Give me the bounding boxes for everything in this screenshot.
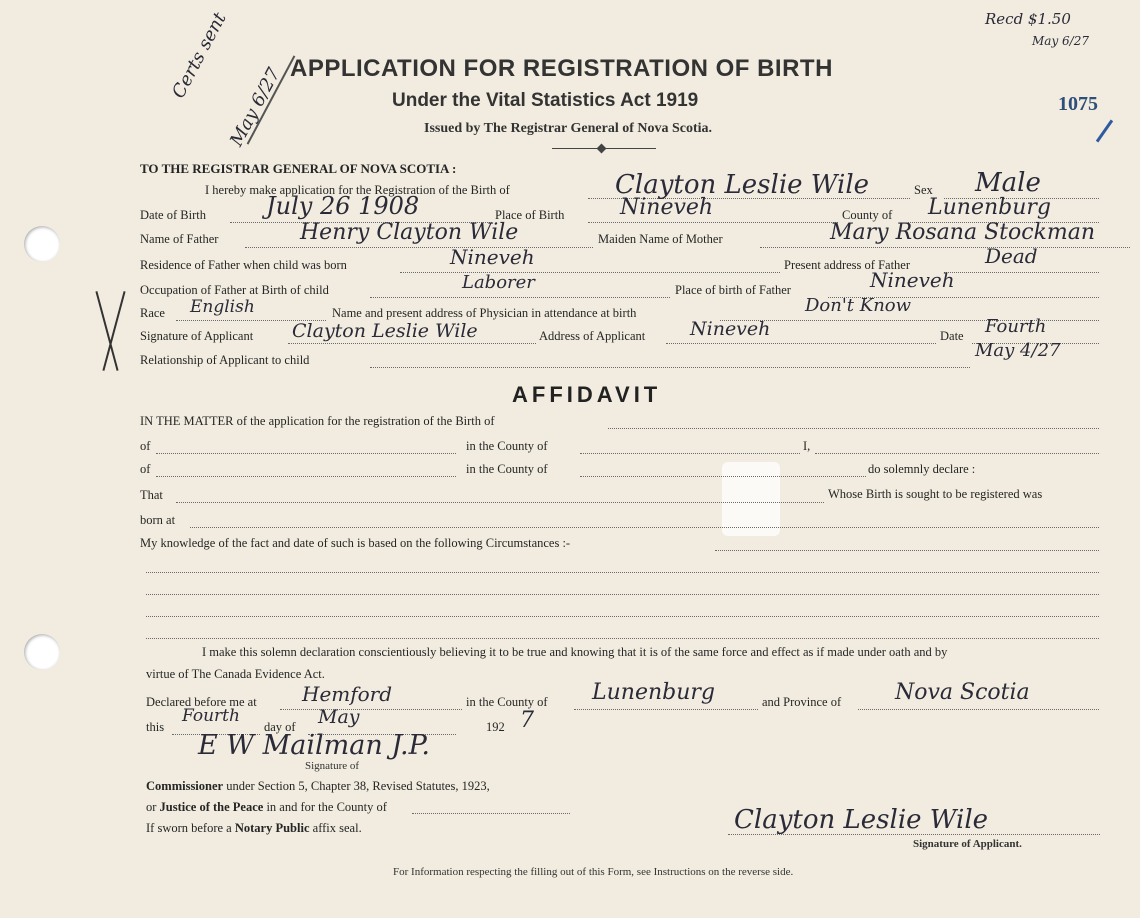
place-value: Nineveh: [620, 195, 714, 220]
year-prefix: 192: [486, 720, 505, 734]
race-value: English: [190, 297, 255, 317]
footer-note: For Information respecting the filling out of this Form, see Instructions on the reverse side.: [393, 866, 794, 878]
dotted-line: [412, 813, 570, 814]
certs-sent-date-note: May 6/27: [226, 64, 285, 150]
mother-label: Maiden Name of Mother: [598, 232, 723, 246]
notary-bold: Notary Public: [234, 821, 310, 835]
physician-label: Name and present address of Physician in attendance at birth: [332, 306, 637, 320]
present-address-label: Present address of Father: [784, 258, 911, 272]
residence-label: Residence of Father when child was born: [140, 258, 347, 272]
dotted-line: [858, 709, 1099, 710]
father-birthplace-value: Nineveh: [870, 268, 955, 292]
solemn-line2: virtue of The Canada Evidence Act.: [146, 667, 325, 681]
justice-rest: in and for the County of: [263, 800, 387, 814]
affidavit-line1: IN THE MATTER of the application for the registration of the Birth of: [140, 414, 495, 428]
dotted-line: [728, 834, 1100, 835]
this-label: this: [146, 720, 165, 734]
declared-place-value: Hemford: [302, 682, 393, 706]
commissioner-rest: under Section 5, Chapter 38, Revised Statutes, 1923,: [223, 779, 490, 793]
dotted-line: [146, 638, 1099, 639]
dotted-line: [288, 343, 536, 344]
affidavit-declare: do solemnly declare :: [868, 462, 976, 476]
occupation-value: Laborer: [462, 272, 535, 293]
declared-label: Declared before me at: [146, 695, 257, 709]
dotted-line: [574, 709, 758, 710]
dotted-line: [400, 272, 780, 273]
residence-value: Nineveh: [450, 245, 535, 269]
sex-value: Male: [975, 168, 1041, 198]
affidavit-of-2: of: [140, 462, 151, 476]
dotted-line: [666, 343, 936, 344]
dotted-line: [370, 297, 670, 298]
affidavit-heading: AFFIDAVIT: [512, 382, 662, 407]
affidavit-knowledge: My knowledge of the fact and date of such is based on the following Circumstances :-: [140, 536, 571, 550]
intro-text: I hereby make application for the Registration of the Birth of: [205, 183, 510, 197]
dotted-line: [580, 453, 800, 454]
justice-prefix: or: [146, 800, 160, 814]
day-value: Fourth: [182, 706, 240, 726]
affidavit-county-2: in the County of: [466, 462, 548, 476]
date-label: Date: [940, 329, 964, 343]
addressee: TO THE REGISTRAR GENERAL OF NOVA SCOTIA :: [140, 161, 457, 176]
dotted-line: [176, 502, 824, 503]
commissioner-line: [146, 779, 490, 794]
dotted-line: [280, 709, 462, 710]
affidavit-that: That: [140, 488, 163, 502]
present-address-value: Dead: [985, 244, 1038, 268]
registration-number: 1075: [1058, 93, 1098, 115]
applicant-address-label: Address of Applicant: [539, 329, 646, 343]
dotted-line: [370, 367, 970, 368]
county-label: County of: [842, 208, 893, 222]
place-label: Place of Birth: [495, 208, 565, 222]
dotted-line: [580, 476, 866, 477]
justice-line: [146, 800, 387, 815]
dotted-line: [146, 616, 1099, 617]
dotted-line: [944, 272, 1099, 273]
dotted-line: [156, 476, 456, 477]
punch-hole-bottom: [24, 634, 60, 670]
notary-prefix: If sworn before a: [146, 821, 235, 835]
commissioner-signature: E W Mailman J.P.: [198, 730, 430, 761]
mother-value: Mary Rosana Stockman: [830, 220, 1096, 245]
dotted-line: [146, 594, 1099, 595]
month-value: May: [318, 706, 360, 728]
applicant-signature: Clayton Leslie Wile: [734, 805, 989, 835]
receipt-date-note: May 6/27: [1032, 34, 1089, 48]
notary-rest: affix seal.: [309, 821, 362, 835]
applicant-address-value: Nineveh: [690, 318, 771, 340]
dotted-line: [190, 527, 1099, 528]
county-value: Lunenburg: [928, 195, 1051, 220]
notary-line: [146, 821, 362, 836]
receipt-note: Recd $1.50: [985, 10, 1071, 28]
province-label: and Province of: [762, 695, 842, 709]
affidavit-born: born at: [140, 513, 176, 527]
form-issuer: Issued by The Registrar General of Nova Scotia.: [424, 121, 713, 136]
header-ornament-diamond: [597, 144, 607, 154]
dotted-line: [146, 572, 1099, 573]
physician-value: Don't Know: [805, 295, 912, 316]
certs-sent-note: Certs sent: [168, 9, 231, 102]
justice-bold: Justice of the Peace: [159, 800, 264, 814]
form-title: APPLICATION FOR REGISTRATION OF BIRTH: [290, 55, 833, 82]
dob-value: July 26 1908: [266, 192, 420, 220]
dotted-line: [715, 550, 1099, 551]
child-name-value: Clayton Leslie Wile: [615, 170, 870, 200]
signature-value: Clayton Leslie Wile: [292, 320, 478, 342]
father-label: Name of Father: [140, 232, 219, 246]
applicant-signature-label: Signature of Applicant.: [913, 838, 1022, 850]
signature-of-label: Signature of: [305, 760, 360, 772]
commissioner-bold: Commissioner: [146, 779, 224, 793]
day-of-label: day of: [264, 720, 296, 734]
dotted-line: [815, 453, 1099, 454]
dob-label: Date of Birth: [140, 208, 206, 222]
dotted-line: [608, 428, 1099, 429]
sex-label: Sex: [914, 183, 933, 197]
solemn-line1: I make this solemn declaration conscientiously believing it to be true and knowing that it is of the same force and effect as if made under oath and by: [202, 645, 948, 659]
county2-label: in the County of: [466, 695, 548, 709]
province-value: Nova Scotia: [895, 680, 1030, 705]
date-value-month: May 4/27: [975, 340, 1061, 361]
affidavit-i: I,: [803, 439, 811, 453]
relationship-label: Relationship of Applicant to child: [140, 353, 310, 367]
father-birthplace-label: Place of birth of Father: [675, 283, 791, 297]
affidavit-whose: Whose Birth is sought to be registered was: [828, 487, 1043, 501]
dotted-line: [760, 247, 1130, 248]
affidavit-county-1: in the County of: [466, 439, 548, 453]
date-value-day: Fourth: [985, 316, 1047, 337]
occupation-label: Occupation of Father at Birth of child: [140, 283, 329, 297]
signature-label: Signature of Applicant: [140, 329, 254, 343]
year-suffix: 7: [520, 708, 534, 733]
dotted-line: [588, 222, 838, 223]
affidavit-of-1: of: [140, 439, 151, 453]
paper-damage-patch: [722, 462, 780, 536]
dotted-line: [245, 247, 593, 248]
dotted-line: [156, 453, 456, 454]
checkmark-icon: [1096, 119, 1113, 142]
county2-value: Lunenburg: [592, 680, 715, 705]
punch-hole-top: [24, 226, 60, 262]
father-value: Henry Clayton Wile: [300, 220, 519, 245]
race-label: Race: [140, 306, 165, 320]
form-subtitle: Under the Vital Statistics Act 1919: [392, 90, 699, 111]
